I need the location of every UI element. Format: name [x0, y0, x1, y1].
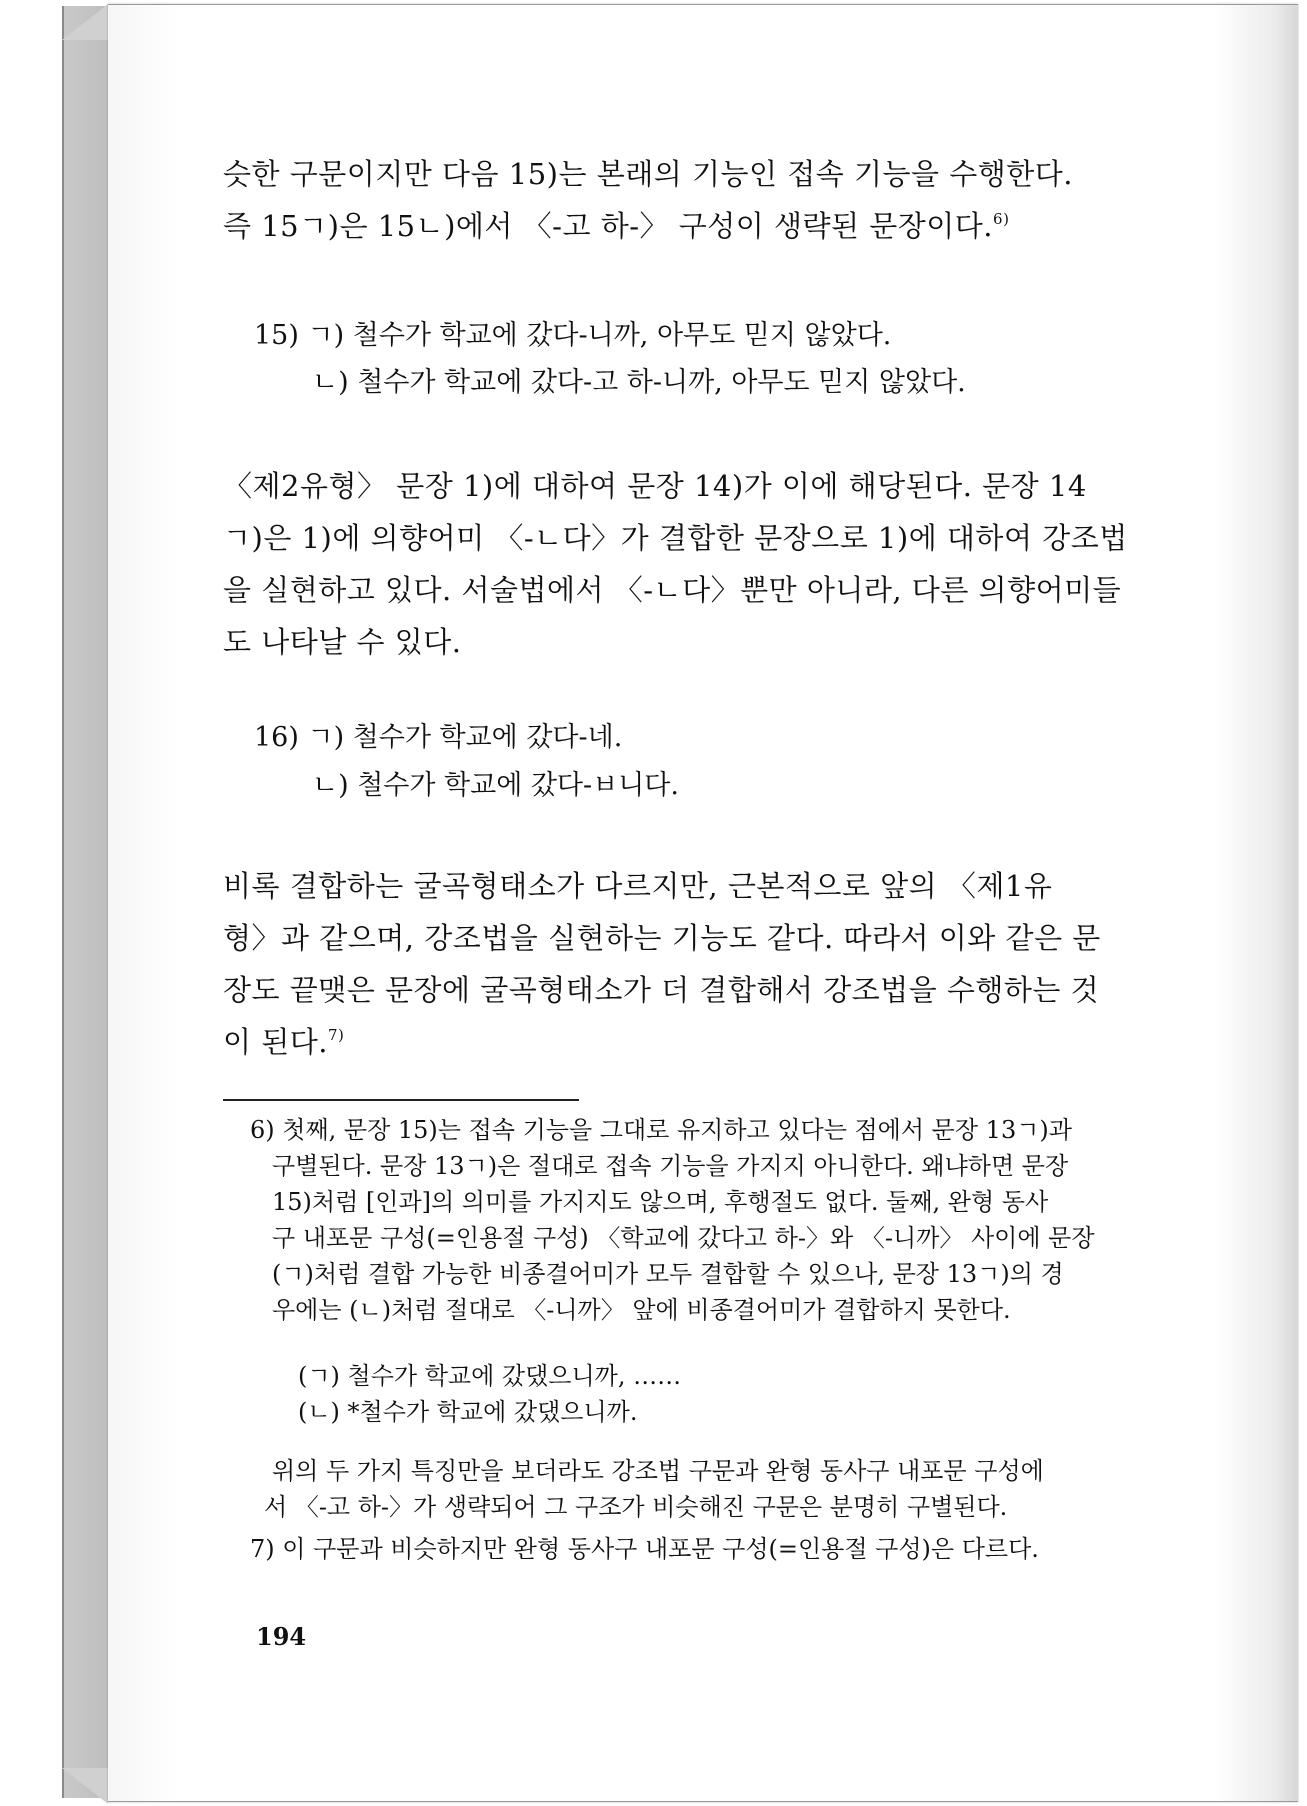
example-15-a: 15) ㄱ) 철수가 학교에 갔다-니까, 아무도 믿지 않았다.: [254, 320, 892, 351]
page-corner-top: [62, 4, 108, 40]
footnote-6-line-2: 구별된다. 문장 13ㄱ)은 절대로 접속 기능을 가지지 아니한다. 왜냐하면 문장: [272, 1152, 1069, 1180]
page-corner-bottom: [62, 1768, 108, 1804]
para3-line-4: 이 된다.$^{7)}$: [223, 1025, 345, 1059]
para3-line-1: 비록 결합하는 굴곡형태소가 다르지만, 근본적으로 앞의 〈제1유: [223, 869, 1053, 903]
para2-line-4: 도 나타날 수 있다.: [223, 625, 462, 659]
footnote-6-line-6: 우에는 (ㄴ)처럼 절대로 〈-니까〉 앞에 비종결어미가 결합하지 못한다.: [272, 1296, 1011, 1324]
footnote-6-line-3: 15)처럼 [인과]의 의미를 가지지도 않으며, 후행절도 없다. 둘째, 완형 동사: [272, 1188, 1049, 1216]
footnote-ref-7: 7): [327, 1026, 345, 1044]
footnote-6-example-b: (ㄴ) *철수가 학교에 갔댔으니까.: [298, 1398, 638, 1426]
footnote-6: [250, 1112, 1150, 1328]
footnote-6-tail-line-2: 서 〈-고 하-〉가 생략되어 그 구조가 비슷해진 구문은 분명히 구별된다.: [264, 1493, 1008, 1521]
book-spine: [62, 6, 110, 1798]
footnote-6-tail: [250, 1453, 1150, 1525]
para1-line-1: 슷한 구문이지만 다음 15)는 본래의 기능인 접속 기능을 수행한다.: [223, 157, 1074, 191]
footnote-6-example-a: (ㄱ) 철수가 학교에 갔댔으니까, ……: [298, 1362, 682, 1390]
footnote-7: [250, 1531, 1150, 1567]
example-16-b: ㄴ) 철수가 학교에 갔다-ㅂ니다.: [312, 770, 679, 801]
footnote-6-tail-line-1: 위의 두 가지 특징만을 보더라도 강조법 구문과 완형 동사구 내포문 구성에: [272, 1457, 1044, 1485]
example-16-number: 16): [254, 722, 299, 753]
para1-line-2: 즉 15ㄱ)은 15ㄴ)에서 〈-고 하-〉 구성이 생략된 문장이다.$^{6)}$: [223, 209, 1010, 243]
footnote-rule: [223, 1099, 579, 1101]
footnote-6-line-5: (ㄱ)처럼 결합 가능한 비종결어미가 모두 결합할 수 있으나, 문장 13ㄱ)의 경: [272, 1260, 1064, 1288]
example-15-b: ㄴ) 철수가 학교에 갔다-고 하-니까, 아무도 믿지 않았다.: [312, 367, 966, 398]
example-16-a: 16) ㄱ) 철수가 학교에 갔다-네.: [254, 722, 623, 753]
footnote-7-line: 7) 이 구문과 비슷하지만 완형 동사구 내포문 구성(=인용절 구성)은 다르다.: [250, 1535, 1039, 1563]
para2-line-1: 〈제2유형〉 문장 1)에 대하여 문장 14)가 이에 해당된다. 문장 14: [223, 469, 1087, 503]
footnote-6-line-4: 구 내포문 구성(=인용절 구성) 〈학교에 갔다고 하-〉와 〈-니까〉 사이에 문장: [272, 1224, 1095, 1252]
page-number: 194: [256, 1622, 307, 1651]
para3-line-2: 형〉과 같으며, 강조법을 실현하는 기능도 같다. 따라서 이와 같은 문: [223, 921, 1101, 955]
footnote-ref-6: 6): [993, 210, 1010, 228]
para3-line-3: 장도 끝맺은 문장에 굴곡형태소가 더 결합해서 강조법을 수행하는 것: [223, 973, 1100, 1007]
footnote-6-examples: [298, 1358, 1148, 1430]
para2-line-3: 을 실현하고 있다. 서술법에서 〈-ㄴ다〉뿐만 아니라, 다른 의향어미들: [223, 573, 1122, 607]
footnote-6-line-1: 6) 첫째, 문장 15)는 접속 기능을 그대로 유지하고 있다는 점에서 문장 13ㄱ)과: [250, 1116, 1072, 1144]
example-15-number: 15): [254, 320, 299, 351]
para2-line-2: ㄱ)은 1)에 의향어미 〈-ㄴ다〉가 결합한 문장으로 1)에 대하여 강조법: [223, 521, 1128, 555]
